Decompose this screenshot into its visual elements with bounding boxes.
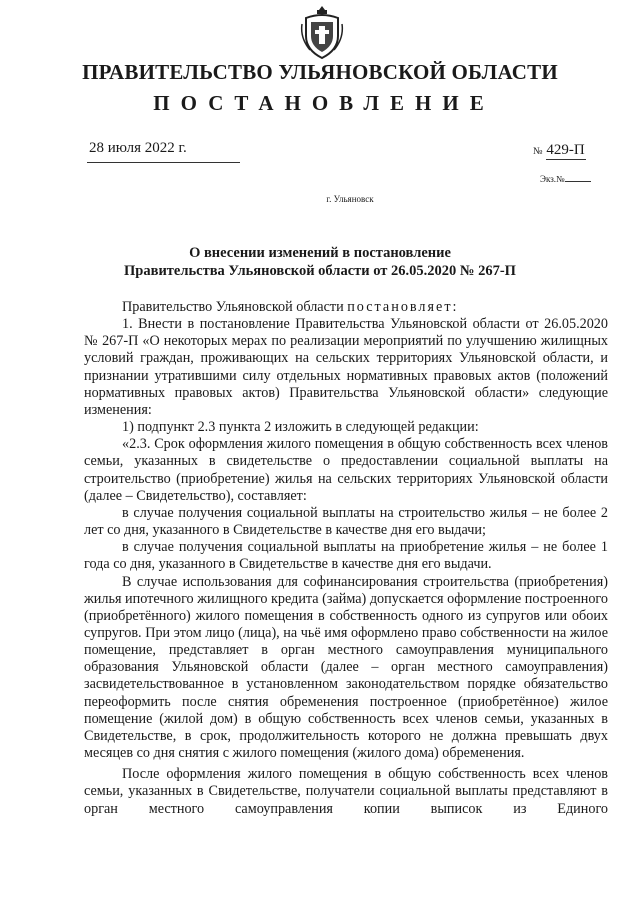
decree-word: постановляет: (347, 299, 459, 315)
paragraph-1: 1. Внести в постановление Правительства Ульяновской области от 26.05.2020 № 267-П «О некоторых мерах по реализации мероприятий по улучшению жилищных условий граждан, проживающих на сельских территориях Ульяновской области, и признании утратившими силу отдельных нормативных правовых актов (положений нормативных правовых актов) Правительства Ульяновской области» следующие изменения: (84, 316, 608, 418)
paragraph-5: в случае получения социальной выплаты на приобретение жилья – не более 1 года со дня, указанного в Свидетельстве в качестве дня его выдачи. (84, 539, 608, 573)
coat-of-arms-icon (300, 4, 344, 62)
copy-number (540, 174, 591, 184)
decree-intro (84, 299, 608, 316)
city: г. Ульяновск (326, 194, 374, 204)
decree-intro-text: Правительство Ульяновской области (122, 299, 344, 315)
paragraph-4: в случае получения социальной выплаты на строительство жилья – не более 2 лет со дня, указанного в Свидетельстве в качестве дня его выдачи; (84, 504, 608, 539)
copy-blank (565, 181, 591, 182)
document-number (533, 142, 586, 160)
number-value: 429-П (546, 142, 585, 158)
number-sign: № (533, 146, 543, 157)
paragraph-2: 1) подпункт 2.3 пункта 2 изложить в следующей редакции: (122, 419, 479, 436)
document-type: ПОСТАНОВЛЕНИЕ (153, 91, 495, 115)
paragraph-3: «2.3. Срок оформления жилого помещения в общую собственность всех членов семьи, указанных в свидетельстве о предоставлении социальной выплаты на строительство (приобретение) жилья на сельских территориях Ульяновской области (далее – Свидетельство), составляет: (84, 436, 608, 504)
date-underline (87, 162, 240, 163)
paragraph-7: После оформления жилого помещения в общую собственность всех членов семьи, указанных в Свидетельстве, получатели социальной выплаты представляют в орган местного самоуправления копии выписок из Единого (84, 766, 608, 817)
paragraph-6: В случае использования для софинансирования строительства (приобретения) жилья ипотечного жилищного кредита (займа) допускается оформление построенного (приобретённого) жилого помещения в собственность одного из супругов или обоих супругов. При этом лицо (лица), на чьё имя оформлено право собственности на жилое помещение, представляет в орган местного самоуправления муниципального образования Ульяновской области (далее – орган местного самоуправления) засвидетельствованное в установленном законодательством порядке обязательство переоформить после снятия обременения построенное (приобретённое) жилое помещение (жилой дом) в общую собственность всех членов семьи, указанных в Свидетельстве, в срок, продолжительность которого не должна превышать двух месяцев со дня снятия с жилого помещения (жилого дома) обременения. (84, 573, 608, 762)
organization-name: ПРАВИТЕЛЬСТВО УЛЬЯНОВСКОЙ ОБЛАСТИ (82, 60, 558, 84)
document-body (84, 299, 608, 818)
document-date: 28 июля 2022 г. (89, 140, 187, 156)
document-title (0, 244, 640, 280)
copy-label: Экз.№ (540, 174, 565, 184)
title-line-1: О внесении изменений в постановление (189, 245, 451, 261)
title-line-2: Правительства Ульяновской области от 26.05.2020 № 267-П (124, 263, 516, 279)
